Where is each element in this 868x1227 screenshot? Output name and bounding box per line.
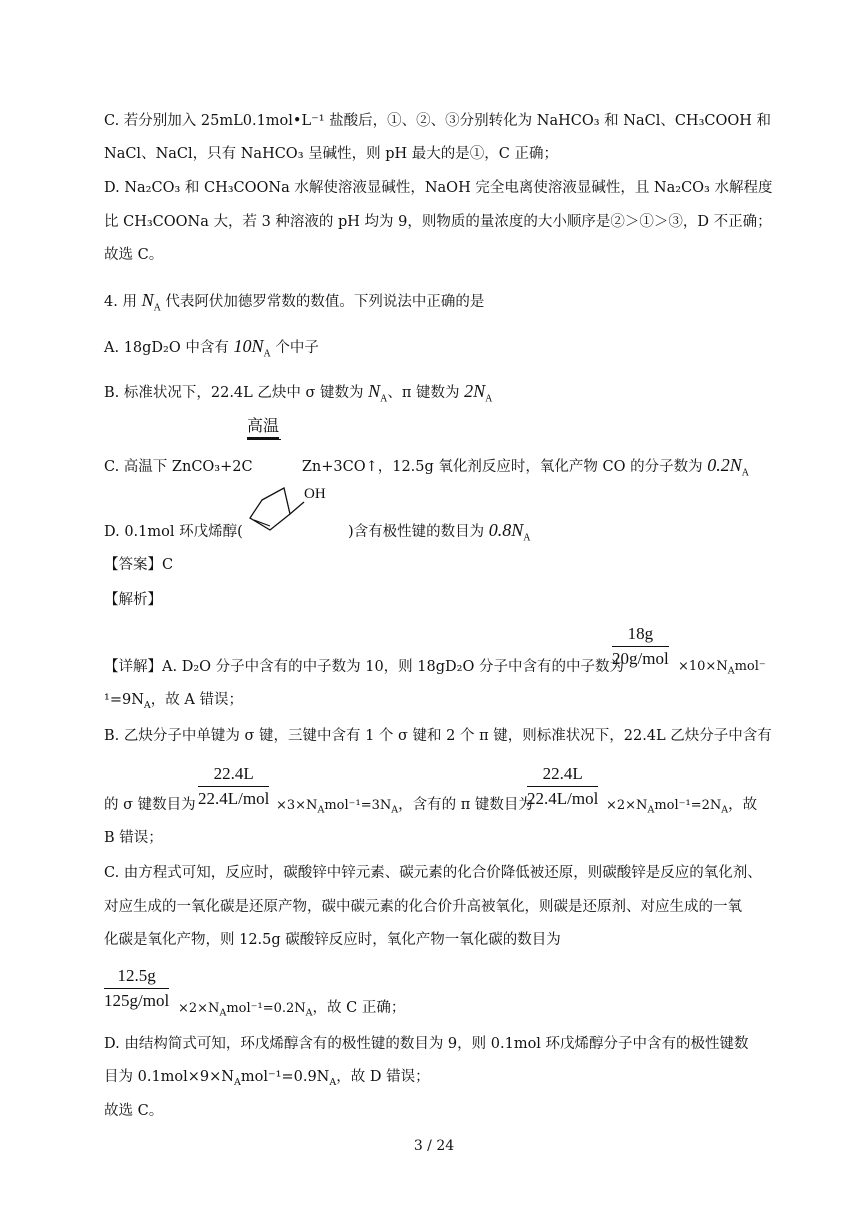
reaction-condition: 高温	[247, 416, 279, 439]
oh-label: OH	[304, 486, 326, 502]
option-a: A. 18gD₂O 中含有 $10N_A$ 个中子	[104, 336, 319, 360]
answer-label: 【答案】C	[104, 557, 174, 573]
fraction-b1: 22.4L 22.4L/mol	[198, 764, 270, 808]
option-d: D. 0.1mol 环戊烯醇( )含有极性键的数目为 $0.8N_A$	[104, 520, 531, 544]
detail-d-line1: D. 由结构简式可知，环戊烯醇含有的极性键的数目为 9，则 0.1mol 环戊烯醇分子中含有的极性键数	[104, 1036, 749, 1052]
fraction-a: 18g 20g/mol	[612, 624, 669, 668]
detail-b-end: $\times 2\times N_Amol^{-1}=2N_A$，故	[606, 797, 758, 816]
prev-c-line2: NaCl、NaCl，只有 NaHCO₃ 呈碱性，则 pH 最大的是①，C 正确；	[104, 146, 558, 162]
fraction-c: 12.5g 125g/mol	[104, 966, 170, 1010]
option-b: B. 标准状况下，22.4L 乙炔中 σ 键数为 $N_A$、π 键数为 $2N_A$	[104, 381, 493, 405]
prev-d-line1: D. Na₂CO₃ 和 CH₃COONa 水解使溶液显碱性，NaOH 完全电离使溶液显碱性，且 Na₂CO₃ 水解程度	[104, 180, 773, 196]
detail-c-line2: 对应生成的一氧化碳是还原产物，碳中碳元素的化合价升高被氧化，则碳是还原剂、对应生成的一氧	[104, 899, 742, 915]
detail-a-line2: $^1=9N_A$，故 A 错误；	[104, 692, 243, 711]
prev-c-line1: C. 若分别加入 25mL0.1mol•L⁻¹ 盐酸后，①、②、③分别转化为 NaHCO₃ 和 NaCl、CH₃COOH 和	[104, 113, 772, 129]
detail-b-line1: B. 乙炔分子中单键为 σ 键，三键中含有 1 个 σ 键和 2 个 π 键，则标准状况下，22.4L 乙炔分子中含有	[104, 728, 772, 744]
detail-a-tail: $\times 10\times N_Amol^-$	[678, 659, 766, 677]
page-number: 3 / 24	[413, 1138, 455, 1154]
prev-conclusion: 故选 C。	[104, 247, 164, 263]
detail-c-tail: $\times 2\times N_Amol^{-1}=0.2N_A$，故 C 正确；	[178, 1000, 406, 1019]
detail-b-line3: B 错误；	[104, 830, 163, 846]
na-symbol: $N_A$	[141, 290, 161, 314]
detail-a-line1: 【详解】A. D₂O 分子中含有的中子数为 10，则 18gD₂O 分子中含有的中子数为	[104, 659, 624, 675]
prev-d-line2: 比 CH₃COONa 大，若 3 种溶液的 pH 均为 9，则物质的量浓度的大小顺序是②＞①＞③，D 不正确；	[104, 214, 772, 230]
option-c: C. 高温下 ZnCO₃+2C Zn+3CO↑，12.5g 氧化剂反应时，氧化产物 CO 的分子数为 $0.2N_A$	[104, 455, 749, 479]
fraction-b2: 22.4L 22.4L/mol	[527, 764, 599, 808]
detail-d-line2: 目为 $0.1mol\times 9\times N_Amol^{-1}=0.9N_A$，故 D 错误；	[104, 1069, 430, 1088]
question-stem: 4. 用 $N_A$ 代表阿伏加德罗常数的数值。下列说法中正确的是	[104, 290, 485, 314]
detail-b-mid: $\times 3\times N_Amol^{-1}=3N_A$，含有的 π 键数目为	[276, 797, 533, 816]
reaction-arrow-line	[247, 439, 281, 440]
detail-c-line1: C. 由方程式可知，反应时，碳酸锌中锌元素、碳元素的化合价降低被还原，则碳酸锌是反应的氧化剂、	[104, 865, 762, 881]
analysis-label: 【解析】	[104, 592, 162, 608]
detail-conclusion: 故选 C。	[104, 1103, 164, 1119]
detail-b-prefix: 的 σ 键数目为	[104, 797, 196, 813]
detail-c-line3: 化碳是氧化产物，则 12.5g 碳酸锌反应时，氧化产物一氧化碳的数目为	[104, 932, 561, 948]
